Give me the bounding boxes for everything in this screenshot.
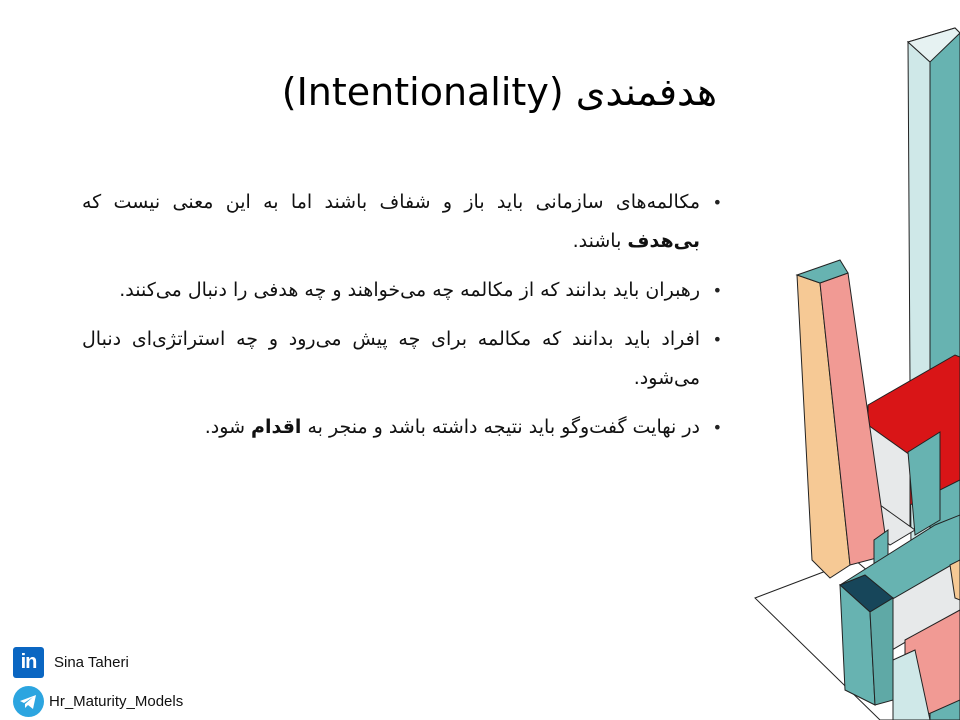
telegram-icon: [13, 686, 44, 717]
footer-telegram[interactable]: [13, 685, 183, 717]
bullet-text: افراد باید بدانند که مکالمه برای چه پیش می‌رود و چه استراتژی‌ای دنبال می‌شود.: [82, 328, 700, 389]
bullet-dot-icon: •: [712, 193, 722, 212]
bold-keyword: اقدام: [251, 416, 302, 438]
footer-linkedin[interactable]: [13, 646, 129, 678]
bullet-dot-icon: •: [712, 330, 722, 349]
bullet-dot-icon: •: [712, 281, 722, 300]
bullet-item: [82, 408, 722, 447]
bullet-list: [82, 183, 722, 457]
bullet-item: [82, 183, 722, 261]
linkedin-icon: in: [13, 647, 44, 678]
telegram-handle: Hr_Maturity_Models: [49, 692, 184, 710]
bullet-text: در نهایت گفت‌وگو باید نتیجه داشته باشد و منجر به اقدام شود.: [204, 416, 700, 438]
bullet-dot-icon: •: [712, 418, 722, 437]
bullet-text: مکالمه‌های سازمانی باید باز و شفاف باشند اما به این معنی نیست که بی‌هدف باشند.: [82, 191, 700, 252]
bullet-item: [82, 320, 722, 398]
slide-title: هدفمندی (Intentionality): [281, 70, 717, 114]
bullet-item: [82, 271, 722, 310]
bold-keyword: بی‌هدف: [627, 230, 700, 252]
bullet-text: رهبران باید بدانند که از مکالمه چه می‌خواهند و چه هدفی را دنبال می‌کنند.: [119, 279, 700, 301]
linkedin-name: Sina Taheri: [54, 653, 129, 671]
